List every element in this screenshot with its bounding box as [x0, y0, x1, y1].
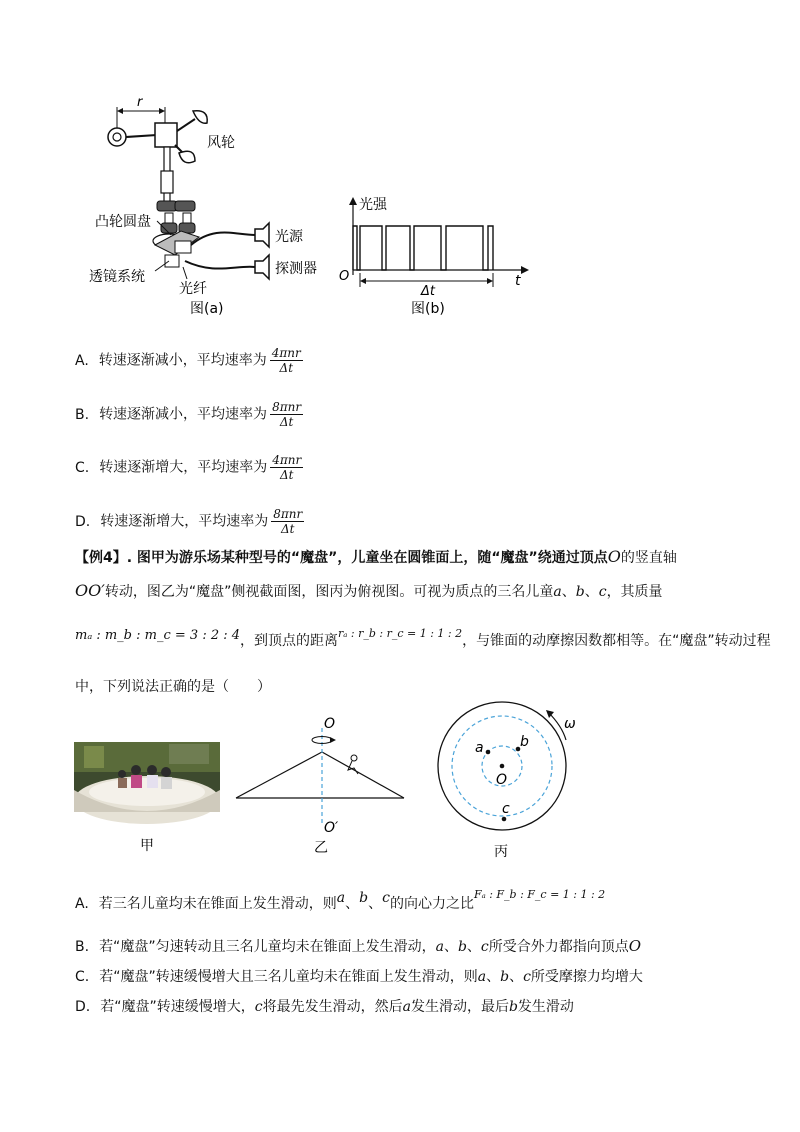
cam-disc-label: 凸轮圆盘	[95, 214, 151, 230]
bing-O-label: O	[496, 772, 508, 788]
yi-O-prime-label: O′	[324, 820, 339, 836]
q4-option-C[interactable]: C. 若“魔盘”转速缓慢增大且三名儿童均未在锥面上发生滑动，则a、b、c所受摩擦力均增大	[75, 969, 643, 985]
example4-line4: 中，下列说法正确的是（ ）	[75, 679, 271, 695]
wind-wheel-label: 风轮	[207, 135, 235, 151]
bing-c-label: c	[502, 801, 510, 817]
q3-option-A[interactable]: A. 转速逐渐减小，平均速率为 $\frac{\text{4πnr}}{\Delta t}$	[75, 346, 301, 375]
example4-line1: 【例4】. 图甲为游乐场某种型号的“魔盘”，儿童坐在圆锥面上，随“魔盘”绕通过顶点O的竖直轴	[75, 547, 677, 566]
distance-ratio: rₐ : r_b : r_c = 1 : 1 : 2	[338, 627, 463, 640]
speed-fraction: $\frac{\text{8πnr}}{\Delta t}$	[273, 507, 303, 536]
bing-a-label: a	[475, 740, 484, 756]
t-label: t	[515, 273, 521, 289]
figure-yi	[230, 712, 410, 854]
figure-jia-caption: 甲	[140, 838, 154, 854]
figure-bing	[430, 700, 580, 860]
origin-label: O	[339, 269, 350, 284]
example4-line2: OO′转动，图乙为“魔盘”侧视截面图，图丙为俯视图。可视为质点的三名儿童a、b、c，其质量	[75, 581, 663, 600]
yi-O-label: O	[324, 716, 336, 732]
detector-label: 探测器	[275, 261, 317, 277]
speed-fraction: $\frac{\text{4πnr}}{\Delta t}$	[272, 453, 302, 482]
r-label: r	[137, 95, 143, 110]
delta-t-label: Δt	[421, 284, 435, 299]
omega-label: ω	[564, 716, 576, 732]
speed-fraction: $\frac{\text{4πnr}}{\Delta t}$	[271, 346, 301, 375]
figure-b-caption: 图(b)	[411, 301, 445, 317]
speed-fraction: $\frac{\text{8πnr}}{\Delta t}$	[272, 400, 302, 429]
figure-b	[335, 195, 535, 320]
q4-option-A[interactable]: A. 若三名儿童均未在锥面上发生滑动，则a、b、c的向心力之比$^{F_a : F\_b : F\_c = 1 : 1 : 2}$	[75, 888, 606, 912]
light-intensity-label: 光强	[359, 197, 387, 213]
q4-option-B[interactable]: B. 若“魔盘”匀速转动且三名儿童均未在锥面上发生滑动，a、b、c所受合外力都指向顶点O	[75, 937, 642, 955]
q3-option-C[interactable]: C. 转速逐渐增大，平均速率为 $\frac{\text{4πnr}}{\Delta t}$	[75, 453, 302, 482]
q4-option-D[interactable]: D. 若“魔盘”转速缓慢增大，c将最先发生滑动，然后a发生滑动，最后b发生滑动	[75, 999, 574, 1015]
bing-b-label: b	[520, 734, 529, 750]
figure-a-caption: 图(a)	[190, 301, 224, 317]
figure-jia	[74, 742, 222, 854]
light-source-label: 光源	[275, 229, 303, 245]
figure-yi-caption: 乙	[314, 840, 328, 856]
mass-ratio: mₐ : m_b : m_c = 3 : 2 : 4	[75, 628, 241, 643]
lens-system-label: 透镜系统	[89, 269, 145, 285]
force-ratio: Fₐ : F_b : F_c = 1 : 1 : 2	[473, 888, 606, 901]
figure-a	[89, 95, 345, 320]
fiber-label: 光纤	[179, 281, 207, 297]
example4-line3: mₐ : m_b : m_c = 3 : 2 : 4，到顶点的距离$^{r_a : r\_b : r\_c = 1 : 1 : 2}$，与锥面的动摩擦因数都相等。在“魔盘”转动过程	[75, 627, 771, 649]
q3-option-D[interactable]: D. 转速逐渐增大，平均速率为 $\frac{\text{8πnr}}{\Delta t}$	[75, 507, 303, 536]
figure-bing-caption: 丙	[494, 844, 508, 860]
q3-option-B[interactable]: B. 转速逐渐减小，平均速率为 $\frac{\text{8πnr}}{\Delta t}$	[75, 400, 302, 429]
